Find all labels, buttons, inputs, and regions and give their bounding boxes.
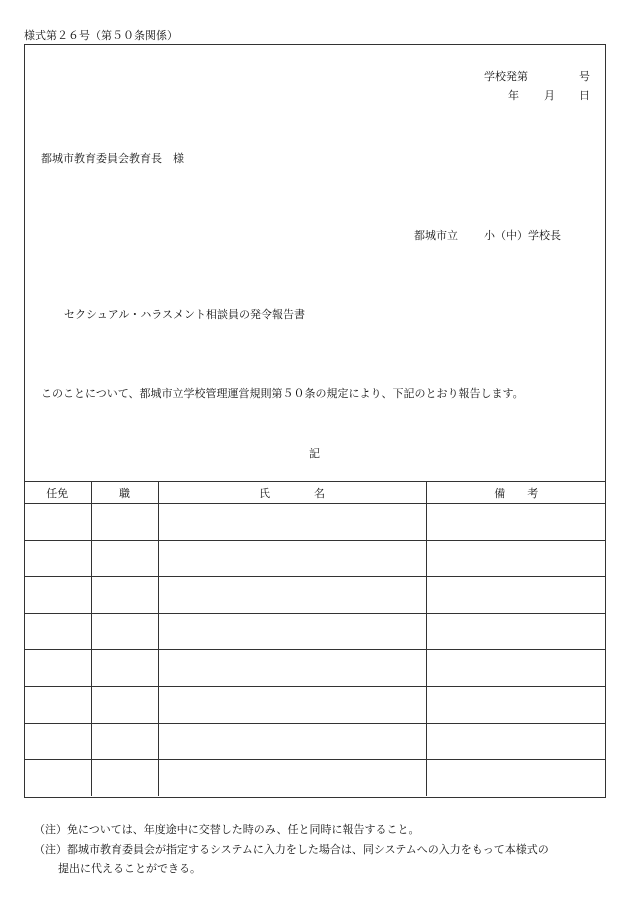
cell-biko[interactable] xyxy=(426,540,606,577)
cell-shimei[interactable] xyxy=(158,686,426,723)
table-row xyxy=(24,613,606,650)
cell-shoku[interactable] xyxy=(91,540,158,577)
cell-shoku[interactable] xyxy=(91,650,158,687)
cell-shoku[interactable] xyxy=(91,577,158,614)
cell-shimei[interactable] xyxy=(158,577,426,614)
cell-ninmen[interactable] xyxy=(24,650,91,687)
cell-ninmen[interactable] xyxy=(24,577,91,614)
date-day: 日 xyxy=(579,89,590,102)
cell-biko[interactable] xyxy=(426,504,606,541)
cell-shimei[interactable] xyxy=(158,650,426,687)
header-shoku: 職 xyxy=(91,482,158,504)
body-text: このことについて、都城市立学校管理運営規則第５０条の規定により、下記のとおり報告します。 xyxy=(41,387,524,400)
table-row xyxy=(24,577,606,614)
cell-ninmen[interactable] xyxy=(24,613,91,650)
cell-shoku[interactable] xyxy=(91,504,158,541)
table-row xyxy=(24,540,606,577)
cell-biko[interactable] xyxy=(426,613,606,650)
cell-ninmen[interactable] xyxy=(24,723,91,760)
cell-biko[interactable] xyxy=(426,577,606,614)
note-2-text: 都城市教育委員会が指定するシステムに入力をした場合は、同システムへの入力をもって本様式の xyxy=(67,843,549,856)
cell-biko[interactable] xyxy=(426,650,606,687)
note-1 xyxy=(34,820,419,839)
table-row xyxy=(24,504,606,541)
cell-shimei[interactable] xyxy=(158,723,426,760)
ki-label: 記 xyxy=(309,447,320,460)
cell-ninmen[interactable] xyxy=(24,504,91,541)
cell-biko[interactable] xyxy=(426,723,606,760)
cell-shoku[interactable] xyxy=(91,686,158,723)
cell-shimei[interactable] xyxy=(158,540,426,577)
table-row xyxy=(24,760,606,796)
document-subject: セクシュアル・ハラスメント相談員の発令報告書 xyxy=(64,308,306,321)
note-2-continuation: 提出に代えることができる。 xyxy=(58,862,201,875)
date-year: 年 xyxy=(508,89,519,102)
cell-ninmen[interactable] xyxy=(24,540,91,577)
cell-shimei[interactable] xyxy=(158,613,426,650)
cell-shoku[interactable] xyxy=(91,723,158,760)
cell-shoku[interactable] xyxy=(91,613,158,650)
issue-number-suffix: 号 xyxy=(579,70,590,83)
cell-biko[interactable] xyxy=(426,760,606,796)
cell-shoku[interactable] xyxy=(91,760,158,796)
cell-shimei[interactable] xyxy=(158,760,426,796)
addressee: 都城市教育委員会教育長 様 xyxy=(41,152,184,165)
issue-number-label: 学校発第 xyxy=(484,70,528,83)
header-shimei: 氏 名 xyxy=(158,482,426,504)
table-header-row xyxy=(24,482,606,504)
cell-ninmen[interactable] xyxy=(24,760,91,796)
note-2 xyxy=(34,840,549,859)
form-number: 様式第２６号（第５０条関係） xyxy=(24,29,178,42)
sender-prefix: 都城市立 xyxy=(414,229,458,242)
note-1-label: （注） xyxy=(34,823,67,836)
header-biko: 備 考 xyxy=(426,482,606,504)
table-row xyxy=(24,723,606,760)
note-1-text: 免については、年度途中に交替した時のみ、任と同時に報告すること。 xyxy=(67,823,420,836)
records-table xyxy=(24,481,606,796)
cell-shimei[interactable] xyxy=(158,504,426,541)
date-month: 月 xyxy=(544,89,555,102)
header-ninmen: 任免 xyxy=(24,482,91,504)
table-row xyxy=(24,650,606,687)
cell-ninmen[interactable] xyxy=(24,686,91,723)
table-row xyxy=(24,686,606,723)
sender-school: 小（中）学校長 xyxy=(484,229,561,242)
cell-biko[interactable] xyxy=(426,686,606,723)
note-2-label: （注） xyxy=(34,843,67,856)
